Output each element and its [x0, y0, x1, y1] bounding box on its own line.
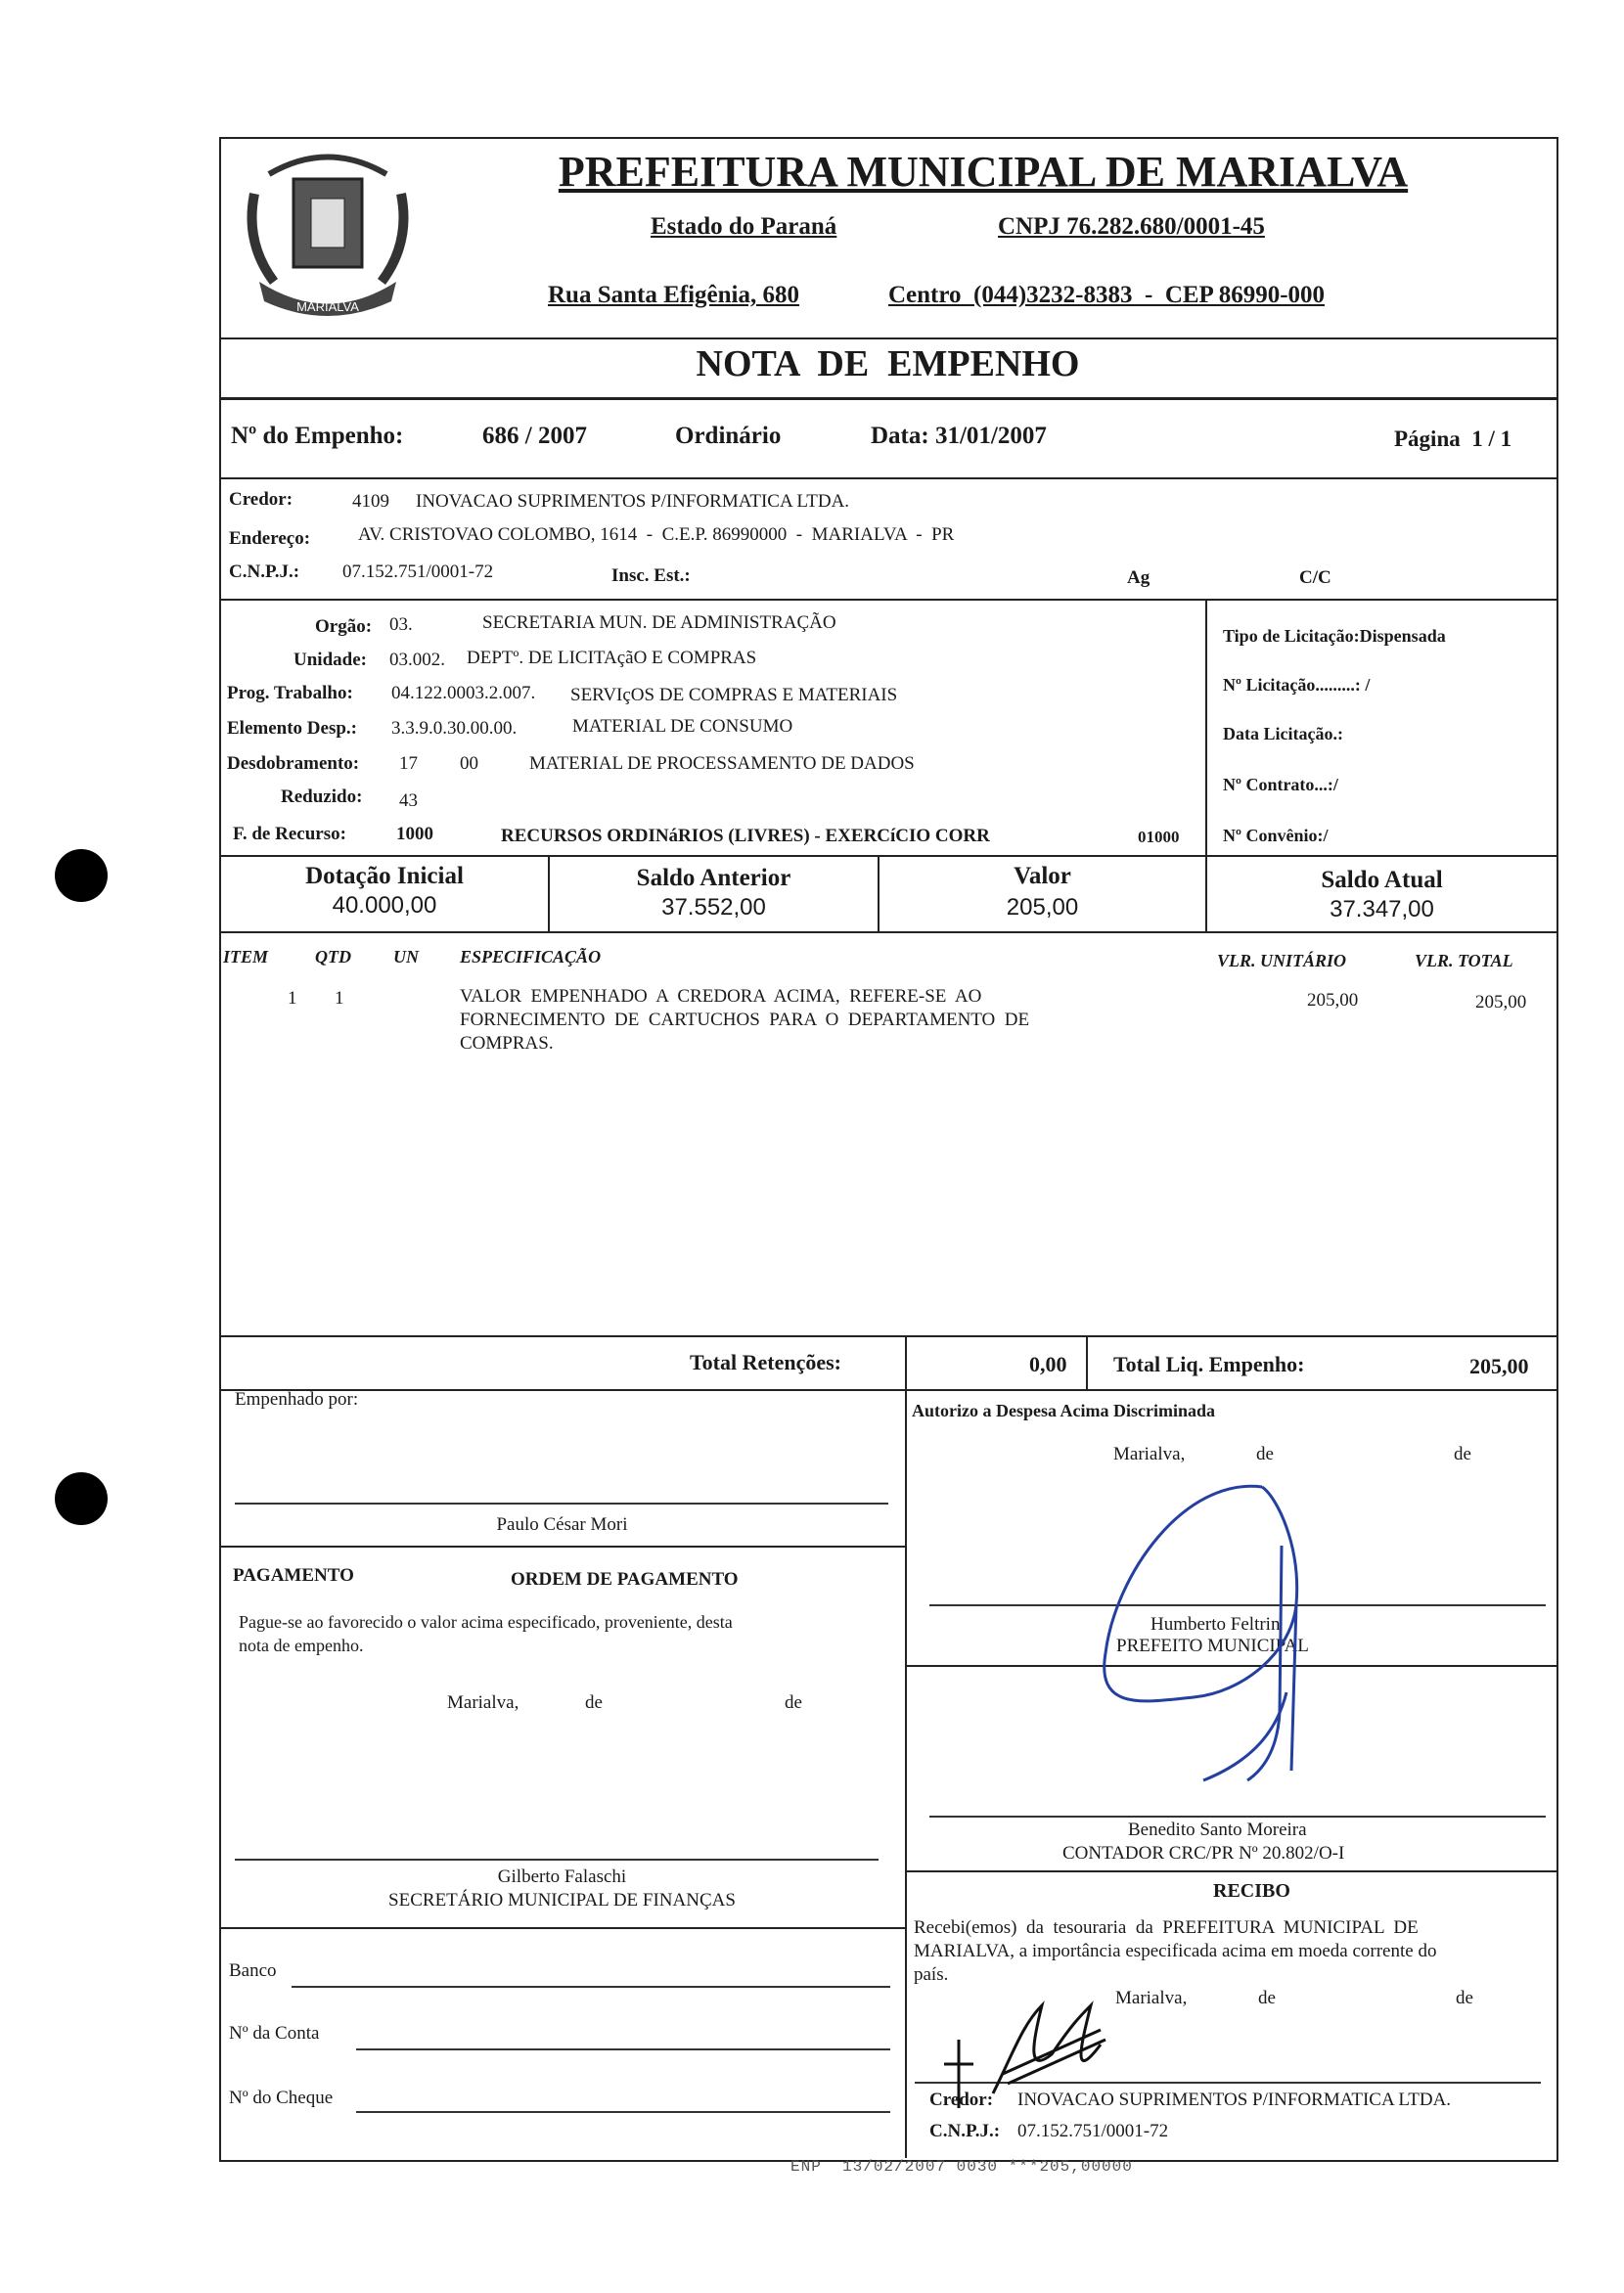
- col-un: UN: [393, 947, 419, 967]
- recibo-text: país.: [914, 1964, 949, 1985]
- numero-licitacao: Nº Licitação.........: /: [1223, 675, 1371, 695]
- saldo-value: 37.347,00: [1330, 896, 1434, 922]
- municipal-seal: [235, 135, 421, 331]
- item-spec-line: FORNECIMENTO DE CARTUCHOS PARA O DEPARTAMENTO DE: [460, 1010, 1030, 1030]
- header-title: PREFEITURA MUNICIPAL DE MARIALVA: [558, 148, 1409, 196]
- col-qtd: QTD: [315, 947, 351, 967]
- liquido-label: Total Liq. Empenho:: [1113, 1352, 1305, 1376]
- empenho-type: Ordinário: [675, 423, 782, 449]
- prog-name: SERVIçOS DE COMPRAS E MATERIAIS: [570, 685, 898, 705]
- item-spec-line: COMPRAS.: [460, 1033, 554, 1054]
- prefeito-name: Humberto Feltrin: [1150, 1614, 1281, 1635]
- autorizo-de: de: [1454, 1444, 1471, 1464]
- credor-name: INOVACAO SUPRIMENTOS P/INFORMATICA LTDA.: [416, 491, 850, 512]
- pagamento-text: Pague-se ao favorecido o valor acima especificado, proveniente, desta: [239, 1612, 733, 1632]
- recibo-cnpj-label: C.N.P.J.:: [929, 2121, 1001, 2141]
- credor-address: AV. CRISTOVAO COLOMBO, 1614 - C.E.P. 86990000 - MARIALVA - PR: [358, 524, 955, 545]
- reduzido-label: Reduzido:: [281, 787, 363, 807]
- recurso-label: F. de Recurso:: [233, 824, 346, 844]
- conta-line: [356, 2048, 890, 2050]
- credor-signature-drawing: [934, 1986, 1120, 2113]
- svg-text:MARIALVA: MARIALVA: [296, 299, 359, 314]
- divider: [219, 1389, 1556, 1391]
- recibo-credor-name: INOVACAO SUPRIMENTOS P/INFORMATICA LTDA.: [1017, 2090, 1452, 2110]
- punch-hole-top: [55, 849, 108, 902]
- header-cnpj: CNPJ 76.282.680/0001-45: [998, 213, 1265, 240]
- data-licitacao: Data Licitação.:: [1223, 724, 1343, 743]
- unidade-label: Unidade:: [293, 650, 367, 670]
- header-address: Rua Santa Efigênia, 680: [548, 282, 799, 308]
- cheque-label: Nº do Cheque: [229, 2088, 334, 2108]
- prog-code: 04.122.0003.2.007.: [391, 683, 536, 703]
- divider-vertical: [905, 1389, 907, 2158]
- banco-line: [292, 1986, 890, 1988]
- saldo-label: Valor: [1014, 863, 1071, 889]
- insc-label: Insc. Est.:: [611, 565, 691, 586]
- reduzido-value: 43: [399, 790, 418, 811]
- desdob-label: Desdobramento:: [227, 753, 360, 774]
- recurso-code2: 01000: [1138, 828, 1180, 846]
- cc-label: C/C: [1299, 567, 1331, 588]
- pagamento-place: Marialva,: [447, 1692, 519, 1713]
- empenho-number: 686 / 2007: [482, 423, 587, 449]
- divider: [219, 337, 1556, 339]
- item-number: 1: [288, 988, 297, 1009]
- empenho-number-label: Nº do Empenho:: [231, 423, 404, 449]
- processing-stamp: ENP 13/02/2007 0030 ***205,00000: [790, 2158, 1133, 2176]
- contador-name: Benedito Santo Moreira: [1128, 1820, 1307, 1840]
- desdob-sub: 00: [460, 753, 478, 774]
- saldo-value: 37.552,00: [661, 894, 766, 921]
- conta-label: Nº da Conta: [229, 2023, 320, 2044]
- document-title: NOTA DE EMPENHO: [696, 343, 1080, 384]
- divider: [219, 397, 1556, 400]
- col-total-value: VLR. TOTAL: [1415, 951, 1513, 970]
- page-number: Página 1 / 1: [1394, 427, 1512, 451]
- signature-line: [235, 1503, 888, 1505]
- saldo-value: 205,00: [1006, 894, 1079, 921]
- punch-hole-bottom: [55, 1472, 108, 1525]
- recibo-title: RECIBO: [1213, 1880, 1290, 1902]
- header-state: Estado do Paraná: [651, 213, 837, 240]
- banco-label: Banco: [229, 1960, 277, 1981]
- autorizo-text: Autorizo a Despesa Acima Discriminada: [912, 1401, 1215, 1420]
- recibo-de: de: [1258, 1988, 1276, 2008]
- credor-label: Credor:: [229, 489, 293, 510]
- signature-line: [235, 1859, 879, 1861]
- empenhado-name: Paulo César Mori: [496, 1514, 628, 1535]
- recibo-de: de: [1456, 1988, 1473, 2008]
- empenho-date: Data: 31/01/2007: [871, 423, 1047, 449]
- liquido-value: 205,00: [1469, 1354, 1529, 1378]
- orgao-code: 03.: [389, 614, 413, 635]
- unidade-name: DEPTº. DE LICITAçãO E COMPRAS: [467, 648, 757, 668]
- col-unit-value: VLR. UNITÁRIO: [1217, 951, 1347, 970]
- autorizo-place: Marialva,: [1113, 1444, 1186, 1464]
- divider-vertical: [1205, 599, 1207, 857]
- empenhado-label: Empenhado por:: [235, 1389, 359, 1410]
- cheque-line: [356, 2111, 890, 2113]
- ordem-pagamento: ORDEM DE PAGAMENTO: [511, 1569, 739, 1590]
- elemento-label: Elemento Desp.:: [227, 718, 357, 739]
- recurso-code: 1000: [396, 824, 433, 844]
- coat-of-arms-icon: [235, 135, 421, 331]
- saldo-label: Dotação Inicial: [305, 863, 464, 889]
- prog-label: Prog. Trabalho:: [227, 683, 353, 703]
- secretario-title: SECRETÁRIO MUNICIPAL DE FINANÇAS: [388, 1890, 736, 1911]
- col-item: ITEM: [223, 947, 269, 967]
- desdob-name: MATERIAL DE PROCESSAMENTO DE DADOS: [529, 753, 915, 774]
- divider: [219, 1335, 1556, 1337]
- mayor-signature-drawing: [1057, 1458, 1350, 1820]
- elemento-code: 3.3.9.0.30.00.00.: [391, 718, 518, 739]
- secretario-name: Gilberto Falaschi: [497, 1866, 627, 1887]
- item-qtd: 1: [335, 988, 344, 1009]
- recurso-name: RECURSOS ORDINáRIOS (LIVRES) - EXERCíCIO CORR: [501, 826, 990, 846]
- item-spec-line: VALOR EMPENHADO A CREDORA ACIMA, REFERE-SE AO: [460, 986, 982, 1007]
- retencoes-value: 0,00: [1029, 1352, 1067, 1376]
- divider: [905, 1870, 1556, 1872]
- desdob-code: 17: [399, 753, 418, 774]
- divider: [219, 931, 1556, 933]
- orgao-name: SECRETARIA MUN. DE ADMINISTRAÇÃO: [482, 612, 836, 633]
- recibo-place: Marialva,: [1115, 1988, 1188, 2008]
- pagamento-label: PAGAMENTO: [233, 1565, 354, 1586]
- col-spec: ESPECIFICAÇÃO: [460, 947, 602, 967]
- divider: [219, 1927, 905, 1929]
- divider: [219, 1546, 905, 1548]
- tipo-licitacao: Tipo de Licitação:Dispensada: [1223, 626, 1446, 646]
- cnpj-label: C.N.P.J.:: [229, 562, 300, 582]
- address-label: Endereço:: [229, 528, 311, 549]
- ag-label: Ag: [1127, 567, 1150, 588]
- autorizo-de: de: [1256, 1444, 1274, 1464]
- divider: [219, 599, 1556, 601]
- divider: [219, 477, 1556, 479]
- saldo-label: Saldo Atual: [1321, 867, 1443, 893]
- recibo-text: MARIALVA, a importância especificada acima em moeda corrente do: [914, 1941, 1437, 1961]
- numero-convenio: Nº Convênio:/: [1223, 826, 1329, 845]
- saldo-label: Saldo Anterior: [636, 865, 791, 891]
- orgao-label: Orgão:: [315, 616, 373, 637]
- divider: [219, 855, 1556, 857]
- pagamento-text: nota de empenho.: [239, 1636, 364, 1655]
- recibo-text: Recebi(emos) da tesouraria da PREFEITURA MUNICIPAL DE: [914, 1917, 1419, 1938]
- item-total-value: 205,00: [1475, 992, 1527, 1012]
- unidade-code: 03.002.: [389, 650, 445, 670]
- divider-vertical: [905, 1335, 907, 1390]
- recibo-cnpj: 07.152.751/0001-72: [1017, 2121, 1169, 2141]
- numero-contrato: Nº Contrato...:/: [1223, 775, 1338, 794]
- retencoes-label: Total Retenções:: [690, 1350, 841, 1374]
- saldo-value: 40.000,00: [332, 892, 437, 919]
- contador-title: CONTADOR CRC/PR Nº 20.802/O-I: [1062, 1843, 1345, 1864]
- item-unit-value: 205,00: [1307, 990, 1359, 1011]
- pagamento-de: de: [585, 1692, 603, 1713]
- pagamento-de: de: [785, 1692, 802, 1713]
- prefeito-title: PREFEITO MUNICIPAL: [1116, 1636, 1309, 1656]
- elemento-name: MATERIAL DE CONSUMO: [572, 716, 793, 737]
- header-district-phone: Centro (044)3232-8383 - CEP 86990-000: [888, 282, 1326, 308]
- recibo-credor-label: Credor:: [929, 2090, 994, 2110]
- divider-vertical: [1086, 1335, 1088, 1390]
- credor-code: 4109: [352, 491, 389, 512]
- credor-cnpj: 07.152.751/0001-72: [342, 562, 494, 582]
